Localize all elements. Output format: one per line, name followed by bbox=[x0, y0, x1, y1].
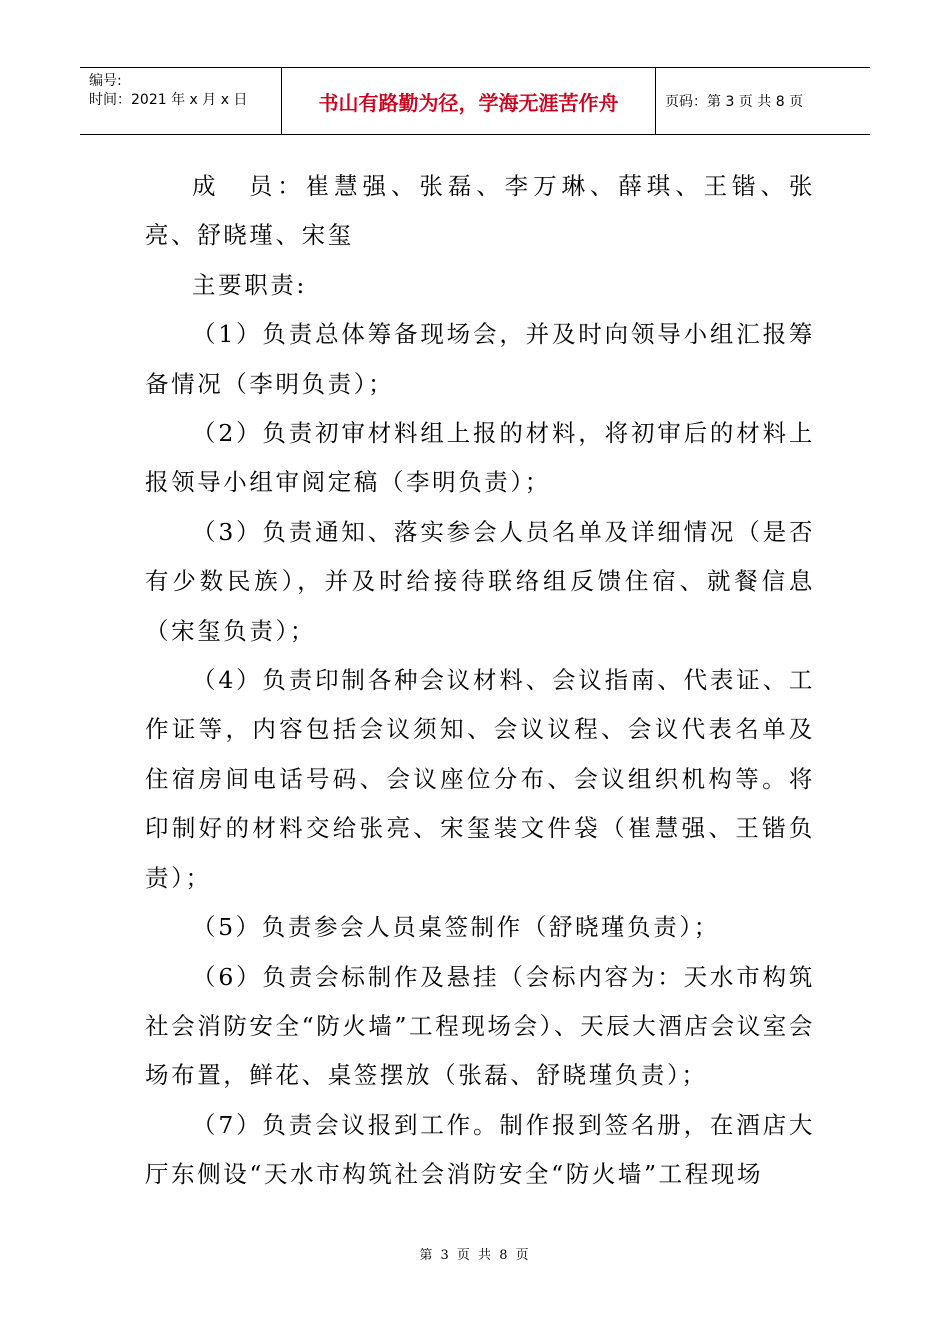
header-page-info: 页码：第 3 页 共 8 页 bbox=[665, 94, 804, 110]
header-meta bbox=[80, 68, 282, 134]
document-time-label: 时间：2021 年 x 月 x 日 bbox=[89, 92, 248, 108]
header-motto: 书山有路勤为径，学海无涯苦作舟 bbox=[282, 68, 656, 134]
document-body bbox=[145, 162, 815, 1200]
paragraph-duty-6: （6）负责会标制作及悬挂（会标内容为：天水市构筑社会消防安全“防火墙”工程现场会）、天辰大酒店会议室会场布置，鲜花、桌签摆放（张磊、舒晓瑾负责）； bbox=[145, 962, 815, 1090]
page-header bbox=[80, 67, 870, 135]
document-number-label: 编号: bbox=[89, 73, 122, 89]
paragraph-duty-1: （1）负责总体筹备现场会，并及时向领导小组汇报筹备情况（李明负责）； bbox=[145, 320, 815, 398]
page-footer: 第 3 页 共 8 页 bbox=[419, 1248, 531, 1263]
paragraph-duty-4: （4）负责印制各种会议材料、会议指南、代表证、工作证等，内容包括会议须知、会议议程、会议代表名单及住宿房间电话号码、会议座位分布、会议组织机构等。将印制好的材料交给张亮、宋玺装文件袋（崔慧强、王锴负责）； bbox=[145, 666, 815, 892]
paragraph-duties-heading: 主要职责: bbox=[192, 270, 307, 299]
paragraph-duty-5: （5）负责参会人员桌签制作（舒晓瑾负责）； bbox=[192, 913, 720, 942]
paragraph-members: 成 员：崔慧强、张磊、李万琳、薛琪、王锴、张亮、舒晓瑾、宋玺 bbox=[145, 172, 815, 250]
paragraph-duty-2: （2）负责初审材料组上报的材料，将初审后的材料上报领导小组审阅定稿（李明负责）； bbox=[145, 419, 815, 497]
paragraph-duty-3: （3）负责通知、落实参会人员名单及详细情况（是否有少数民族），并及时给接待联络组反馈住宿、就餐信息（宋玺负责）； bbox=[145, 517, 815, 645]
paragraph-duty-7: （7）负责会议报到工作。制作报到签名册，在酒店大厅东侧设“天水市构筑社会消防安全“防火墙”工程现场 bbox=[145, 1110, 815, 1189]
